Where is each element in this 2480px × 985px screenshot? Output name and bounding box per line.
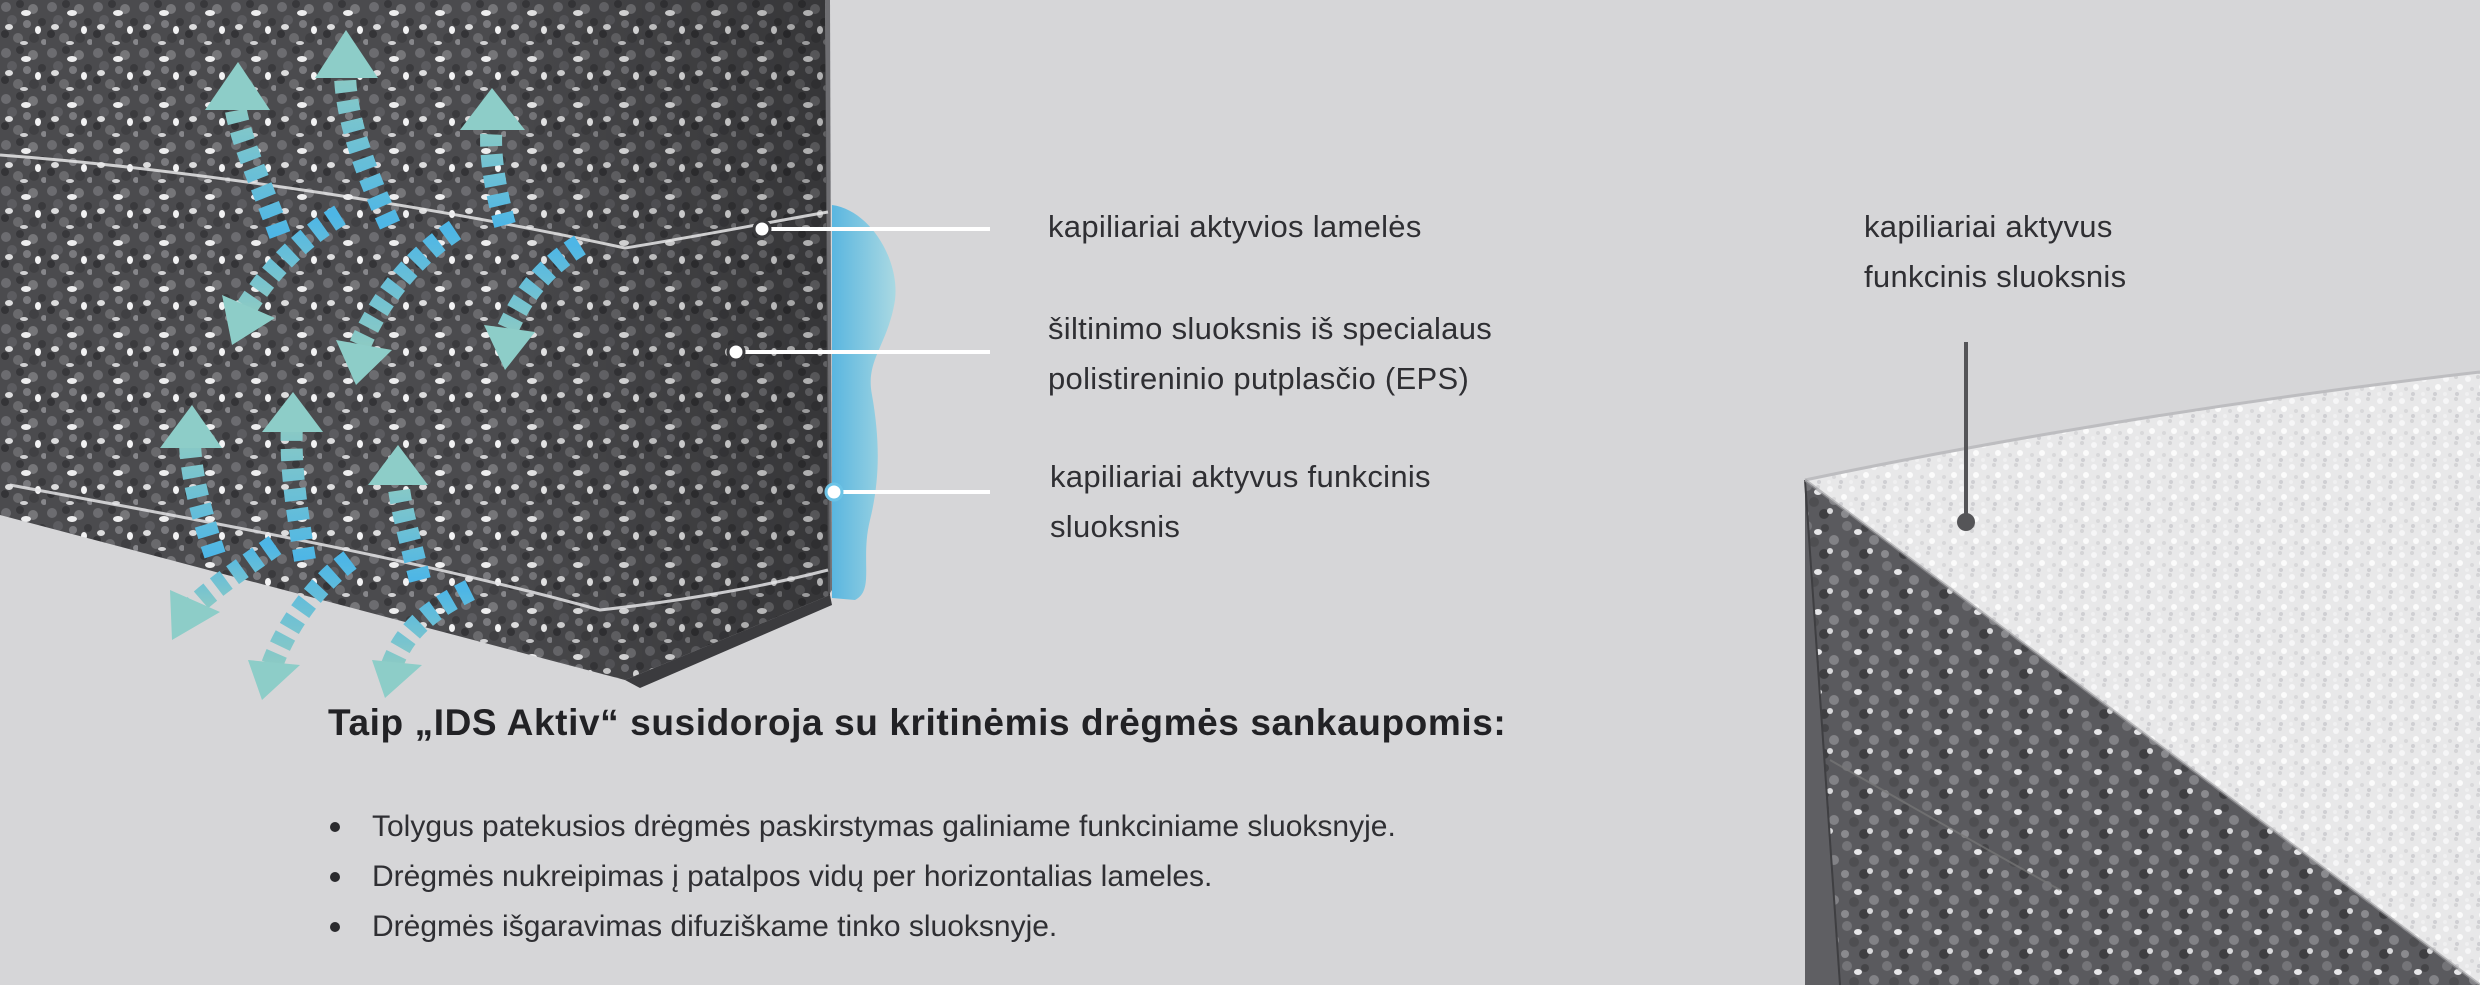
callout-lamellae-text: kapiliariai aktyvios lamelės [1048,209,1422,244]
benefit-list [328,802,1396,952]
list-item: Drėgmės išgaravimas difuziškame tinko sluoksnyje. [328,902,1396,952]
capillary-layer-blue [832,205,896,600]
callout-right-functional [1864,202,2126,302]
list-item: Tolygus patekusios drėgmės paskirstymas galiniame funkciniame sluoksnyje. [328,802,1396,852]
callout-right-line1: kapiliariai aktyvus [1864,209,2113,244]
headline: Taip „IDS Aktiv“ susidoroja su kritinėmis drėgmės sankaupomis: [328,702,1507,743]
callout-insulation-line2: polistireninio putplasčio (EPS) [1048,361,1470,396]
eps-block-left [0,0,832,688]
list-item: Drėgmės nukreipimas į patalpos vidų per horizontalias lameles. [328,852,1396,902]
eps-block-right [1805,372,2480,985]
callout-insulation [1048,304,1492,404]
callout-insulation-line1: šiltinimo sluoksnis iš specialaus [1048,311,1493,346]
callout-functional [1050,452,1431,552]
callout-right-line2: funkcinis sluoksnis [1864,259,2127,294]
callout-lamellae [1048,202,1422,252]
callout-functional-line2: sluoksnis [1050,509,1181,544]
callout-functional-line1: kapiliariai aktyvus funkcinis [1050,459,1431,494]
